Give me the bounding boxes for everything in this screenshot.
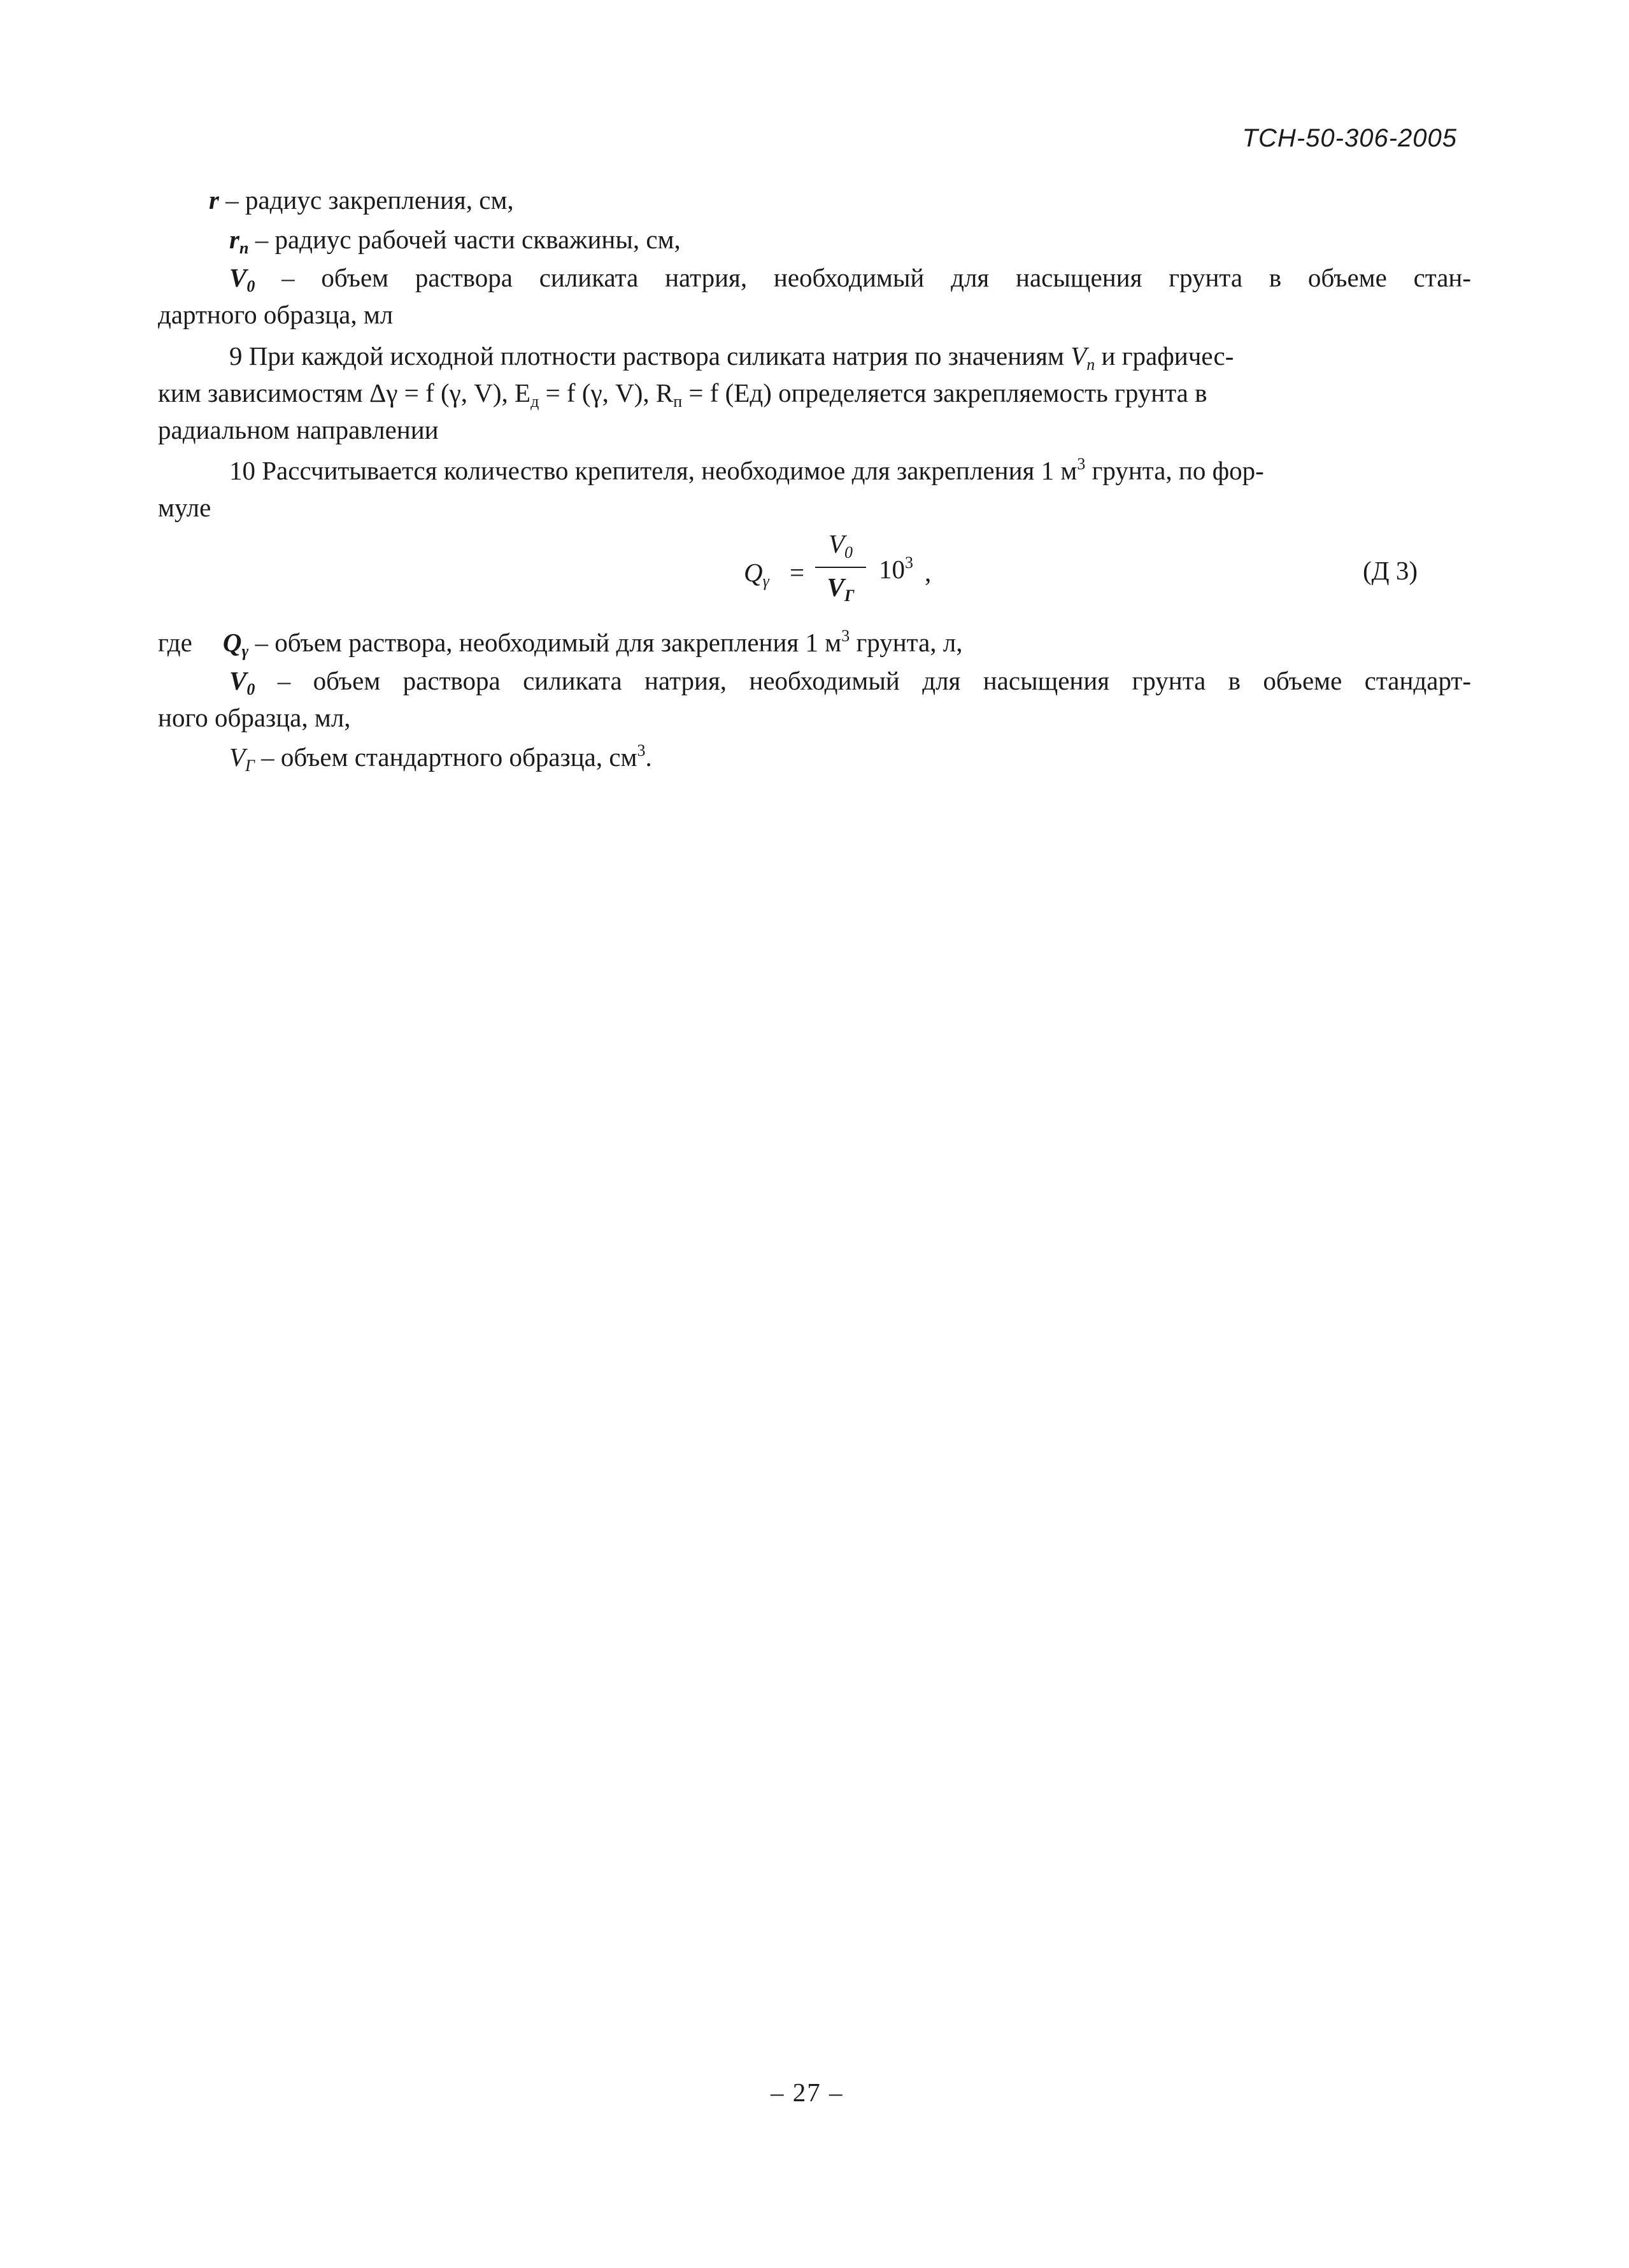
def-v0b-line2: ного образца, мл,: [158, 703, 351, 732]
para10-line1: 10 Рассчитывается количество крепителя, необходимое для закрепления 1 $м^3$ грунта, по фор-: [229, 455, 1264, 485]
para9-text-a: 9 При каждой исходной плотности раствора силиката натрия по значениям: [229, 341, 1071, 371]
symbol-v0-bottom: $V_0$: [229, 666, 255, 698]
page-number: – 27 –: [771, 2078, 844, 2107]
document-code: ТСН-50-306-2005: [1242, 124, 1457, 152]
formula-label: (Д 3): [1363, 556, 1418, 585]
fraction-bar: [815, 567, 866, 568]
def-v0-text-1: – объем раствора силиката натрия, необходимый для насыщения грунта в объеме стан-: [255, 263, 1471, 292]
def-rn-text: – радиус рабочей части скважины, см,: [248, 225, 681, 254]
formula-lhs: $Q_\gamma$: [744, 558, 769, 590]
formula-equals: =: [790, 558, 805, 587]
para9-text-b: и графичес-: [1095, 341, 1234, 371]
formula-numerator: $V_0$: [828, 529, 853, 562]
formula-denominator: $V_Г$: [827, 572, 855, 605]
def-r-text: – радиус закрепления, см,: [218, 185, 514, 215]
para10-line2: муле: [158, 493, 211, 522]
symbol-r: r: [209, 185, 219, 215]
formula-d3: [726, 528, 981, 624]
def-r: [209, 185, 514, 215]
symbol-rn: $r_п$: [229, 225, 249, 257]
formula-comma: ,: [925, 558, 932, 587]
def-v0-line1: [229, 262, 1471, 293]
symbol-v0: $V_0$: [229, 263, 255, 295]
symbol-vg: $V_Г$: [229, 742, 255, 775]
where-word: где: [158, 628, 192, 657]
def-rn: [229, 224, 681, 255]
para9-line2: ким зависимостям Δγ = f (γ, V), $E_д = f$ (γ, V), $R_п = f$ (Ед) определяется закрепляемость грунта в: [158, 378, 1207, 411]
formula-multiplier: $10^3$: [879, 553, 913, 584]
para9-line1: [229, 341, 1471, 374]
symbol-q: $Q_\gamma$: [222, 628, 249, 660]
def-v0b-line1: $V_0$ – объем раствора силиката натрия, необходимый для насыщения грунта в объеме стандарт-: [229, 666, 1471, 698]
def-vg: $V_Г$ – объем стандартного образца, $см^3$.: [229, 741, 652, 775]
para9-line3: радиальном направлении: [158, 415, 439, 444]
symbol-vn: $V_п$: [1071, 341, 1095, 374]
def-q: где $Q_\gamma$ – объем раствора, необходимый для закрепления 1 $м^3$ грунта, л,: [158, 627, 963, 660]
def-v0-line2: дартного образца, мл: [158, 300, 394, 329]
